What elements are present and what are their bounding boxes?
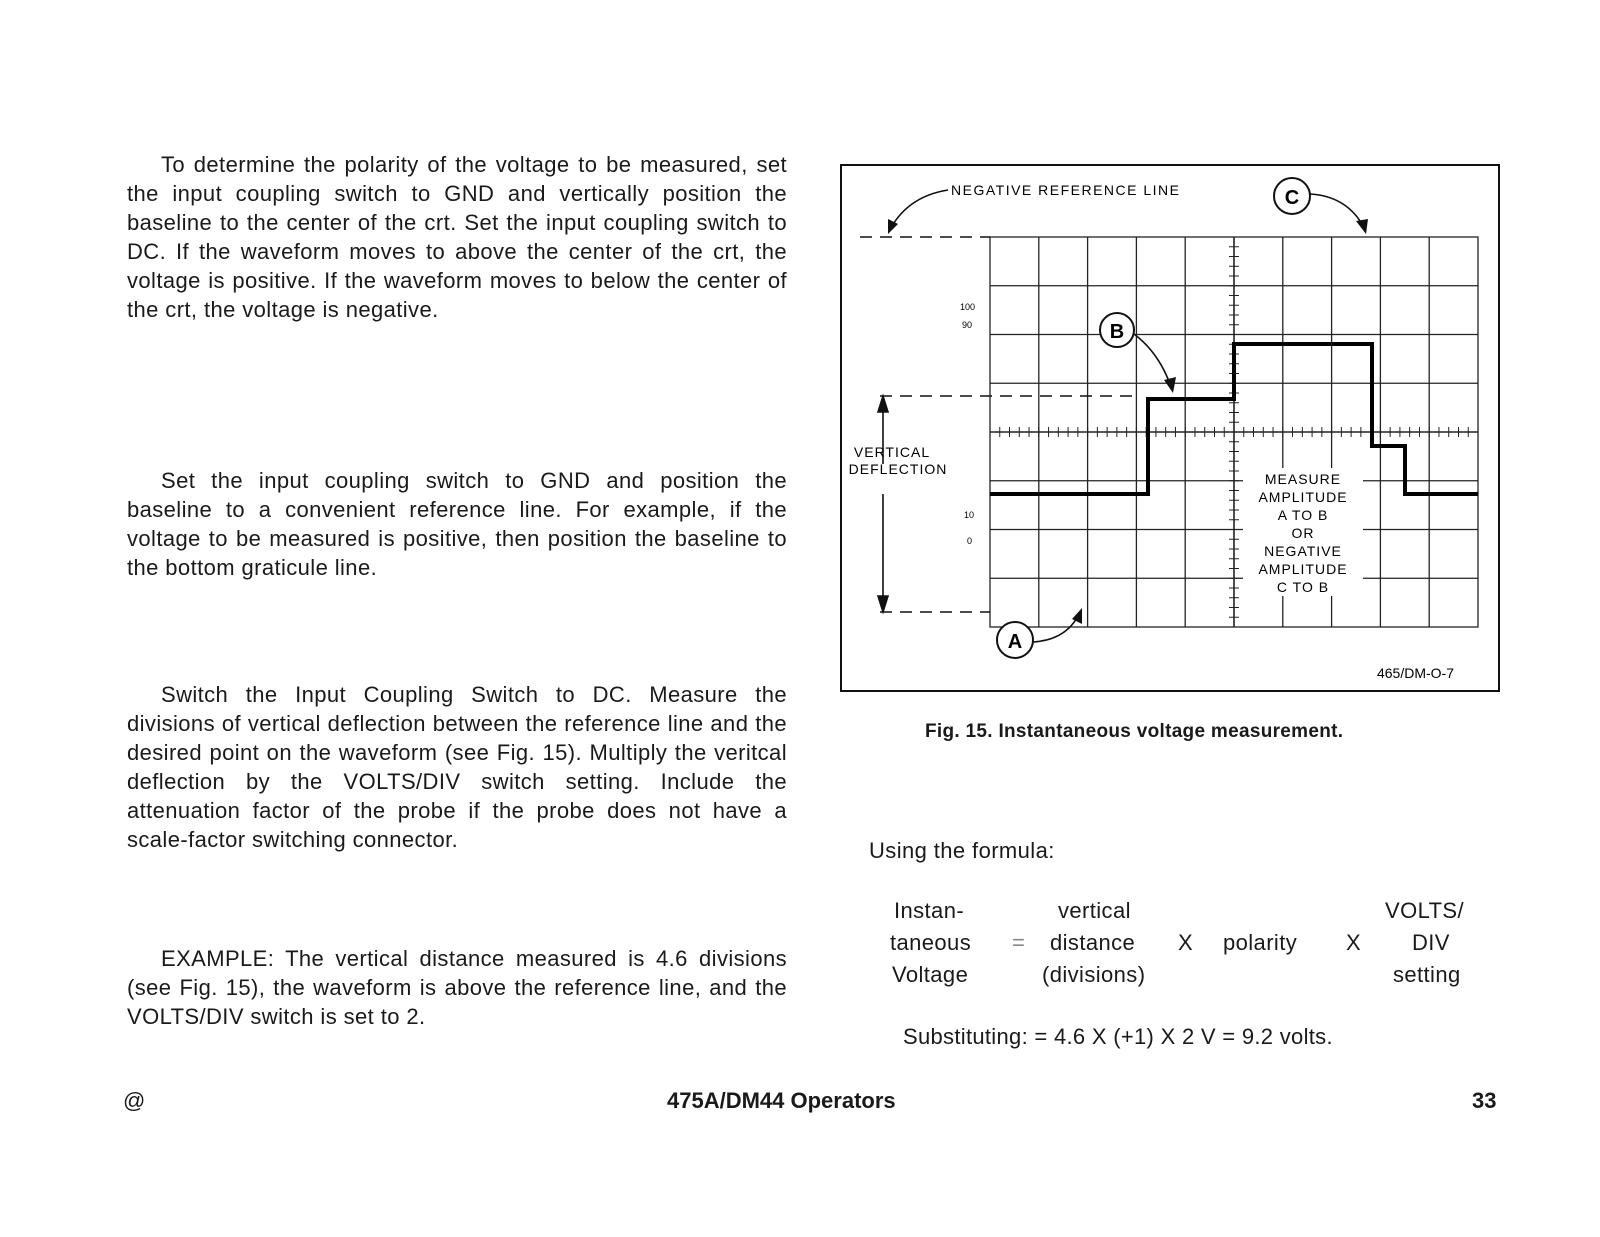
measure-label-6: AMPLITUDE [1258,561,1348,577]
point-b-label: B [1109,321,1125,343]
point-a-pointer [1033,616,1078,642]
footer-manual-title: 475A/DM44 Operators [667,1088,896,1113]
formula-term1-line1: Instan- [894,898,965,923]
measure-label-3: A TO B [1277,507,1329,523]
vertical-deflection-label-2: DEFLECTION [848,461,948,477]
figure-id: 465/DM-O-7 [1376,665,1454,681]
negative-reference-label: NEGATIVE REFERENCE LINE [951,182,1181,198]
formula-polarity: polarity [1223,930,1298,955]
point-c-arrowhead [1356,219,1368,234]
formula-block [890,898,1490,998]
mark-0: 0 [967,536,973,546]
formula-term4-line1: VOLTS/ [1385,898,1465,923]
negative-reference-pointer [892,190,948,226]
formula-term2-line2: distance [1050,930,1136,955]
mark-10: 10 [964,510,975,520]
formula-intro: Using the formula: [869,838,1055,863]
formula-equals: = [1012,930,1026,955]
reference-dashes [860,237,1140,612]
reference-paragraph: Set the input coupling switch to GND and position the baseline to a convenient reference line. For example, if the voltage to be measured is positive, then position the baseline to the bottom graticule line. [127,468,787,580]
measure-label-1: MEASURE [1264,471,1342,487]
formula-term1-line2: taneous [890,930,972,955]
footer-copyright-mark: @ [123,1088,146,1113]
formula-term2-line3: (divisions) [1042,962,1146,987]
negative-reference-arrowhead [888,219,898,234]
example-paragraph: EXAMPLE: The vertical distance measured is 4.6 divisions (see Fig. 15), the waveform is above the reference line, and the VOLTS/DIV switch is set to 2. [127,946,787,1029]
point-b-arrowhead [1164,377,1176,393]
measure-label-2: AMPLITUDE [1258,489,1348,505]
point-c-pointer [1310,194,1362,224]
mark-90: 90 [962,320,973,330]
substitution-line: Substituting: = 4.6 X (+1) X 2 V = 9.2 volts. [903,1024,1333,1049]
measure-paragraph: Switch the Input Coupling Switch to DC. Measure the divisions of vertical deflection between the reference line and the desired point on the waveform (see Fig. 15). Multiply the veritcal deflection by the VOLTS/DIV switch setting. Include the attenuation factor of the probe if the probe does not have a scale-factor switching connector. [127,682,787,852]
point-a-label: A [1007,631,1023,653]
figure-caption: Fig. 15. Instantaneous voltage measurement. [925,721,1344,742]
measure-label-4: OR [1291,525,1315,541]
formula-term1-line3: Voltage [892,962,969,987]
point-b-pointer [1134,334,1170,384]
instantaneous-voltage-figure [840,164,1500,694]
measure-label-5: NEGATIVE [1264,543,1342,559]
mark-100: 100 [960,302,976,312]
formula-times-1: X [1178,930,1194,955]
point-c-label: C [1284,187,1300,209]
deflection-arrow [878,396,888,612]
polarity-paragraph: To determine the polarity of the voltage to be measured, set the input coupling switch to GND and vertically position the baseline to the center of the crt. Set the input coupling switch to DC. If the waveform moves to above the center of the crt, the voltage is positive. If the waveform moves to below the center of the crt, the voltage is negative. [127,152,787,322]
formula-term4-line3: setting [1393,962,1461,987]
point-a-arrowhead [1072,608,1082,624]
measure-label-7: C TO B [1276,579,1330,595]
formula-term4-line2: DIV [1412,930,1450,955]
page-number: 33 [1472,1088,1497,1113]
formula-times-2: X [1346,930,1362,955]
vertical-deflection-label-1: VERTICAL [853,444,931,460]
formula-term2-line1: vertical [1058,898,1131,923]
